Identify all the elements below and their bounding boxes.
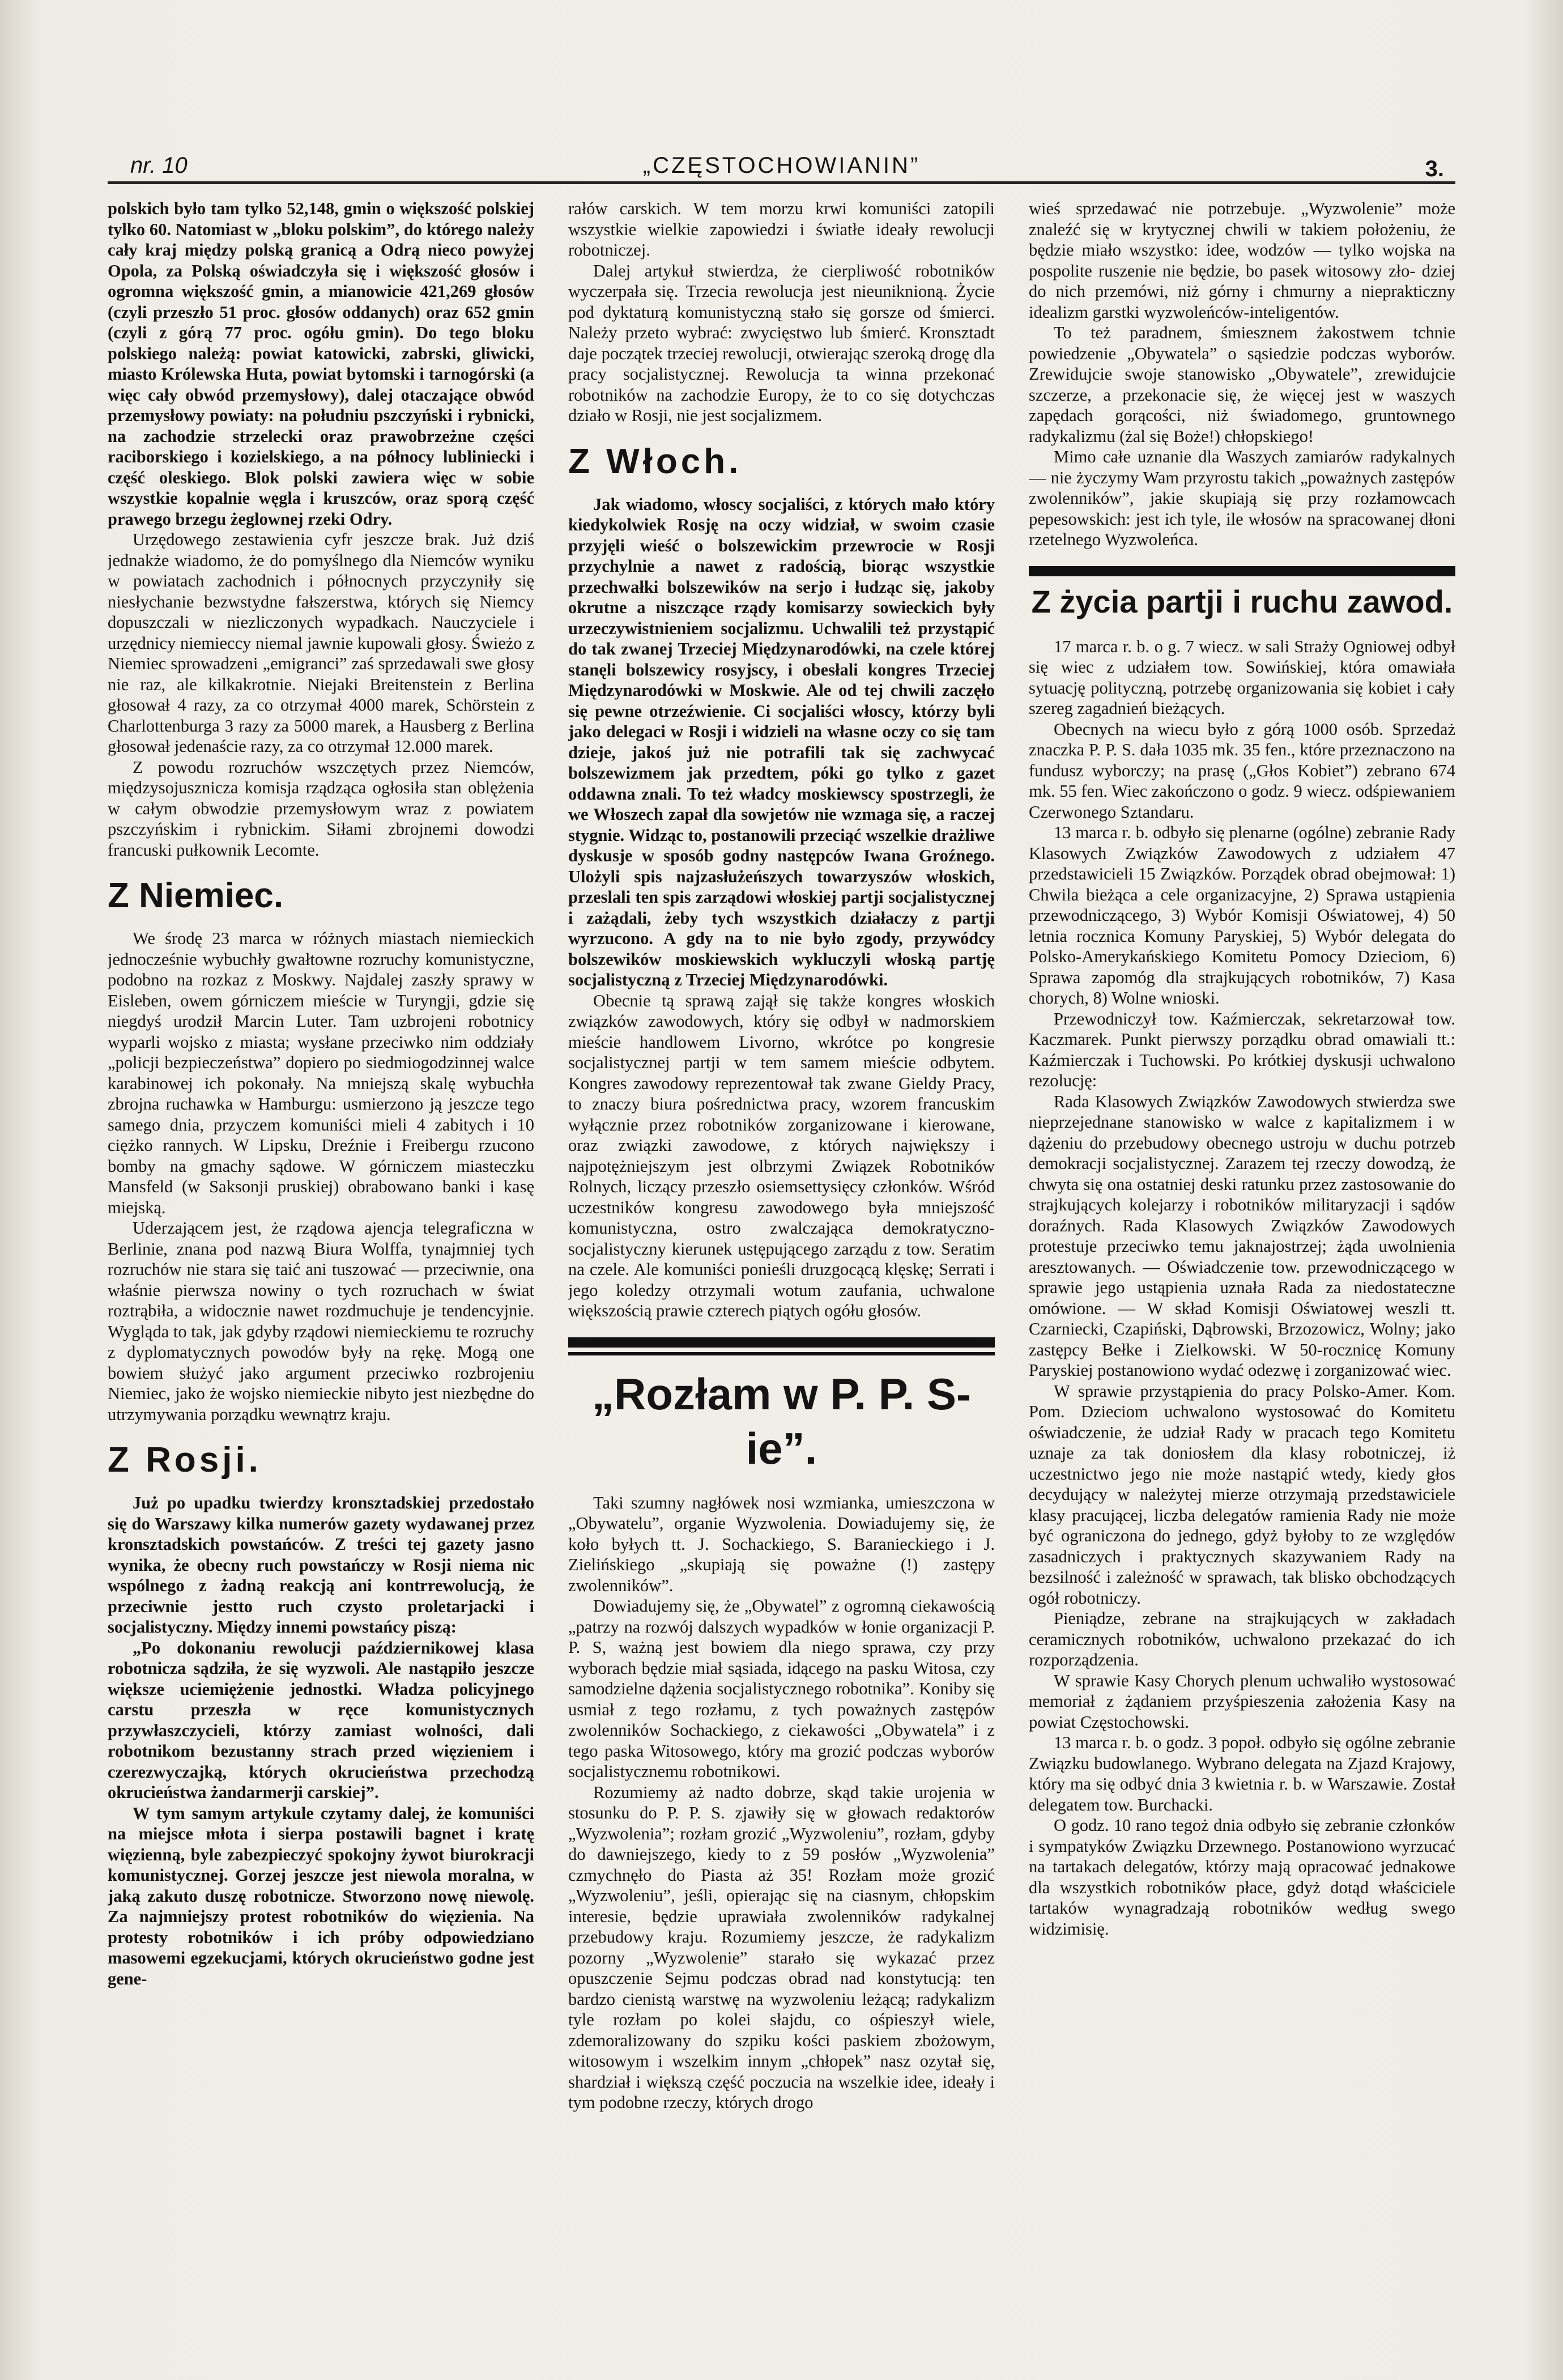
article-columns — [108, 198, 1455, 2318]
paragraph: Rada Klasowych Związków Zawodowych stwierdza swe nieprzejednane stanowisko w walce z kapitalizmem i w dążeniu do przebudowy obecnego ustroju w duchu potrzeb demokracji socjalistycznej. Zarazem tej rzeczy dowodzą, że chwyta się ona ostatniej deski ratunku przez zastosowanie do strajkujących kolejarzy i robotników militaryzacji i sądów doraźnych. Rada Klasowych Związków Zawodowych protestuje przeciwko temu jaknajostrzej; żąda uwolnienia aresztowanych. — Oświadczenie tow. przewodniczącego w sprawie jego ustąpienia uznała Rada za niedostateczne omówione. — W skład Komisji Oświatowej weszli tt. Czarniecki, Czapiński, Dąbrowski, Brzozowicz, Wolny; jako zastępcy Bełke i Zielkowski. W 50-rocznicę Komuny Paryskiej postanowiono wydać odezwę i zorganizować wiec. — [1029, 1091, 1455, 1380]
paragraph: We środę 23 marca w różnych miastach niemieckich jednocześnie wybuchły gwałtowne rozruchy komunistyczne, podobno na rozkaz z Moskwy. Najdalej zaszły sprawy w Eisleben, owem górniczem mieście w Turyngji, gdzie się niegdyś urodził Marcin Luter. Tam uzbrojeni robotnicy wyparli wojsko z miasta; wysłane przeciwko nim oddziały „policji bezpieczeństwa” dopiero po siedmiogodzinnej walce karabinowej ich pokonały. Na mniejszą skalę wybuchła zbrojna ruchawka w Hamburgu: usmierzono ją jeszcze tego samego dnia, przyczem komuniści mieli 4 zabitych i 10 ciężko rannych. W Lipsku, Dreźnie i Freibergu rzucono bomby na gmachy sądowe. W górniczem miasteczku Mansfeld (w Saksonji pruskiej) obrabowano banki i kasę miejską. — [108, 929, 534, 1217]
paragraph: Obecnie tą sprawą zajął się także kongres włoskich związków zawodowych, który się odbył w nadmorskiem mieście handlowem Livorno, wkrótce po kongresie socjalistycznej partji w tem samem mieście odbytem. Kongres zawodowy reprezentował tak zwane Gieldy Pracy, to znaczy biura pośrednictwa pracy, wzorem francuskim wyłącznie przez robotników zorganizowane i kierowane, oraz związki zawodowe, z których największy i najpotężniejszym jest olbrzymi Związek Robotników Rolnych, liczący przeszło osiemsettysięcy członków. Wśród uczestników kongresu zawodowego była mniejszość komunistyczna, ostro zwalczająca demokratyczno-socjalistyczny kierunek ustępującego zarządu z tow. Seratim na czele. Ale komuniści ponieśli druzgocącą klęskę; Serrati i jego koledzy otrzymali wotum zaufania, uchwalone większością prawie czterech piątych ogółu głosów. — [568, 991, 995, 1320]
paragraph: W sprawie przystąpienia do pracy Polsko-Amer. Kom. Pom. Dzieciom uchwalono wystosować do Komitetu oświadczenie, że udział Rady w pracach tego Komitetu uznaje za tak doniosłem dla klasy robotniczej, iż uczestnictwo jego nie może nastąpić wtedy, kiedy głos decydujący w należytej mierze otrzymają przedstawiciele klasy pracującej, liczba delegatów ramienia Rady nie może być ograniczona do jednego, gdyż byłoby to ze względów zasadniczych i praktycznych skazywaniem Rady na bezsilność i zależność w sprawach, tak blisko obchodzących ogół robotniczy. — [1029, 1381, 1455, 1608]
paragraph: rałów carskich. W tem morzu krwi komuniści zatopili wszystkie wielkie zapowiedzi i światłe ideały rewolucji robotniczej. — [568, 199, 995, 260]
paragraph: Dowiadujemy się, że „Obywatel” z ogromną ciekawością „patrzy na rozwój dalszych wypadków w łonie organizacji P. P. S, ważną jest bowiem dla niego sprawa, czy przy wyborach będzie miał sąsiada, idącego na pasku Witosa, czy samodzielne dążenia socjalistycznego robotnika”. Koniby się usmiał z tego rozłamu, z tych poważnych zastępów zwolenników Sochackiego, z ciekawości „Obywatela” i z tego paska Witosowego, który ma grozić podczas wyborów socjalistycznemu robotnikowi. — [568, 1596, 995, 1781]
paragraph: 13 marca r. b. odbyło się plenarne (ogólne) zebranie Rady Klasowych Związków Zawodowych z udziałem 47 przedstawicieli 15 Związków. Porządek obrad obejmował: 1) Chwila bieżąca a cele organizacyjne, 2) Sprawa ustąpienia przewodniczącego, 3) Wybór Komisji Oświatowej, 4) 50 letnia rocznica Komuny Paryskiej, 5) Wybór delegata do Polsko-Amerykańskiego Komitetu Pomocy Dzieciom, 6) Sprawa zapomóg dla strajkujących robotników, 7) Kasa chorych, 8) Wolne wnioski. — [1029, 823, 1455, 1008]
section-divider — [568, 1352, 995, 1355]
newspaper-title: „CZĘSTOCHOWIANIN” — [642, 153, 921, 178]
paragraph: Pieniądze, zebrane na strajkujących w zakładach ceramicznych robotników, uchwalono przekazać do ich rozporządzenia. — [1029, 1609, 1455, 1669]
section-heading-wloch: Z Włoch. — [568, 441, 742, 481]
issue-number: nr. 10 — [130, 153, 188, 178]
paragraph: polskich było tam tylko 52,148, gmin o większość polskiej tylko 60. Natomiast w „bloku polskim”, do którego należy cały kraj między polską granicą a Odrą nieco powyżej Opola, za Polską oświadczyła się i większość głosów i ogromna większość gmin, a mianowicie 421,269 głosów (czyli przeszło 51 proc. głosów oddanych) oraz 652 gmin (czyli z górą 77 proc. ogółu gmin). Do tego bloku polskiego należą: powiat katowicki, zabrski, gliwicki, miasto Królewska Huta, powiat bytomski i tarnogórski (a więc cały obwód przemysłowy), dalej otaczające obwód przemysłowy powiaty: na południu pszczyński i rybnicki, na zachodzie strzelecki oraz prawobrzeżne części raciborskiego i kozielskiego, a na północy lubliniecki i część oleskiego. Blok polski zawiera więc w sobie wszystkie kopalnie węgla i kruszców, oraz sporą część prawego brzegu żeglownej rzeki Odry. — [108, 199, 534, 529]
section-heading-niemiec: Z Niemiec. — [108, 876, 284, 915]
column-1 — [108, 198, 534, 2318]
paragraph: Taki szumny nagłówek nosi wzmianka, umieszczona w „Obywatelu”, organie Wyzwolenia. Dowiadujemy się, że koło byłych tt. J. Sochackiego, S. Baranieckiego i J. Zielińskiego „skupiają się poważne (!) zastępy zwolenników”. — [568, 1493, 995, 1595]
paragraph: Mimo całe uznanie dla Waszych zamiarów radykalnych — nie życzymy Wam przyrostu takich „poważnych zastępów zwolenników”, jakie skupiają się przy rozłamowcach pepesowskich: jest ich tyle, ile włosów na spracowanej dłoni rzetelnego Wyzwoleńca. — [1029, 447, 1455, 549]
paragraph: W sprawie Kasy Chorych plenum uchwaliło wystosować memoriał z żądaniem przyśpieszenia założenia Kasy na powiat Częstochowski. — [1029, 1671, 1455, 1732]
paragraph: Obecnych na wiecu było z górą 1000 osób. Sprzedaż znaczka P. P. S. dała 1035 mk. 35 fen., które przeznaczono na fundusz wyborczy; na prasę („Głos Kobiet”) zebrano 674 mk. 55 fen. Wiec zakończono o godz. 9 wiecz. odśpiewaniem Czerwonego Sztandaru. — [1029, 719, 1455, 822]
paragraph: To też paradnem, śmiesznem żakostwem tchnie powiedzenie „Obywatela” o sąsiedzie podczas wyborów. Zrewidujcie swoje stanowisko „Obywatele”, zrewidujcie szczerze, a przekonacie się, że więcej jest w waszych zapędach gorącości, niż świadomego, gruntownego radykalizmu (żal się Boże!) chłopskiego! — [1029, 323, 1455, 446]
section-heading-zycia: Z życia partji i ruchu zawod. — [1031, 583, 1453, 619]
column-3 — [1029, 198, 1455, 2318]
section-divider — [1029, 566, 1455, 576]
paragraph: Urzędowego zestawienia cyfr jeszcze brak. Już dziś jednakże wiadomo, że do pomyślnego dla Niemców wyniku w powiatach zachodnich i północnych przyczyniły się niesłychanie bezwstydne fałszerstwa, których się Niemcy dopuszczali w niezliczonych wypadkach. Nauczyciele i urzędnicy niemieccy niemal jawnie kupowali głosy. Świeżo z Niemiec sprowadzeni „emigranci” zaś sprzedawali swe głosy nie raz, ale kilkakrotnie. Niejaki Breitenstein z Berlina głosował 4 razy, za co otrzymał 4000 marek, Schörstein z Charlottenburga 3 razy za 5000 marek, a Hausberg z Berlina głosował jedenaście razy, za co otrzymał 12.000 marek. — [108, 530, 534, 756]
paragraph: Przewodniczył tow. Kaźmierczak, sekretarzował tow. Kaczmarek. Punkt pierwszy porządku obrad omawiali tt.: Kaźmierczak i Tuchowski. Po krótkiej dyskusji uchwalono rezolucję: — [1029, 1009, 1455, 1090]
page-header — [108, 142, 1455, 184]
section-heading-rosji: Z Rosji. — [108, 1440, 262, 1480]
paragraph: „Po dokonaniu rewolucji październikowej klasa robotnicza sądziła, że się wyzwoli. Ale nastąpiło jeszcze większe uciemiężenie jednostki. Władza policyjnego carstu przeszła w ręce komunistycznych przywłaszczycieli, którzy zamiast wolności, dali robotnikom bezustanny strach przed więzieniem i czerezwyczajką, których okrucieństwa przechodzą okrucieństwa żandarmerji carskiej”. — [108, 1638, 534, 1802]
section-divider — [568, 1337, 995, 1348]
paragraph: W tym samym artykule czytamy dalej, że komuniści na miejsce młota i sierpa postawili bagnet i kratę więzienną, byle zabezpieczyć spokojny żywot biurokracji komunistycznej. Gorzej jeszcze jest niewola moralna, w jaką zakuto duszę robotnicze. Stworzono nowę niewolę. Za najmniejszy protest robotników do więzienia. Na protesty robotników i ich próby odpowiedziano masowemi egzekucjami, których okrucieństwo godne jest gene- — [108, 1803, 534, 1988]
paragraph: O godz. 10 rano tegoż dnia odbyło się zebranie członków i sympatyków Związku Drzewnego. Postanowiono wyrzucać na tartakach delegatów, którzy mają opracować jednakowe dla wszystkich robotników płace, gdyż dotąd właściciele tartaków wynagradzają robotników według swego widzimisię. — [1029, 1816, 1455, 1939]
paragraph: Jak wiadomo, włoscy socjaliści, z których mało który kiedykolwiek Rosję na oczy widział, w swoim czasie przyjęli wieść o bolszewickim przewrocie w Rosji przychylnie a nawet z radością, biorąc wszystkie przechwałki bolszewików na serjo i łudząc się, jakoby okrutne a niszczące rządy komisarzy sowieckich były urzeczywistnieniem socjalizmu. Uchwalili też przystąpić do tak zwanej Trzeciej Międzynarodówki, na czele której stanęli bolszewicy rosyjscy, i obesłali kongres Trzeciej Międzynarodówki w Moskwie. Ale od tej chwili zaczęło się pewne otrzeźwienie. Ci socjaliści włoscy, którzy byli jako delegaci w Rosji i widzieli na własne oczy co się tam dzieje, jakoś już nie potrafili tak się zachwycać bolszewizmem jak przedtem, póki go tylko z gazet oddawna znali. To też władcy moskiewscy spostrzegli, że we Włoszech zapał dla sowjetów nie wzmaga się, a raczej stygnie. Widząc to, postanowili przeciąć wszelkie drażliwe dyskusje w sposób godny następców Iwana Groźnego. Ulożyli spis najzasłużeńszych towarzyszów włoskich, przeslali ten spis zarządowi włoskiej partji socjalistycznej i zażądali, żeby tych wszystkich działaczy z partji wyrzucono. A gdy na to nie było zgody, przywódcy bolszewików moskiewskich wykluczyli włoską partję socjalistyczną z Trzeciej Międzynarodówki. — [568, 494, 995, 989]
paragraph: Z powodu rozruchów wszczętych przez Niemców, międzysojusznicza komisja rządząca ogłosiła stan oblężenia w całym obwodzie przemysłowym wraz z powiatem pszczyńskim i rybnickim. Siłami zbrojnemi dowodzi francuski pułkownik Lecomte. — [108, 757, 534, 860]
paragraph: 13 marca r. b. o godz. 3 popoł. odbyło się ogólne zebranie Związku budowlanego. Wybrano delegata na Zjazd Krajowy, który ma się odbyć dnia 3 kwietnia r. b. w Warszawie. Został delegatem tow. Burchacki. — [1029, 1733, 1455, 1814]
paragraph: 17 marca r. b. o g. 7 wiecz. w sali Straży Ogniowej odbył się wiec z udziałem tow. Sowińskiej, która omawiała sytuację polityczną, potrzebę organizowania się kobiet i cały szereg zagadnień bieżących. — [1029, 636, 1455, 718]
paragraph: Już po upadku twierdzy kronsztadskiej przedostało się do Warszawy kilka numerów gazety wydawanej przez kronsztadskich powstańców. Z treści tej gazety jasno wynika, że obecny ruch powstańczy w Rosji niema nic wspólnego z żadną reakcją ani kontrrewolucją, że przeciwnie jestto ruch czysto proletarjacki i socjalistyczny. Między innemi powstańcy piszą: — [108, 1493, 534, 1637]
paragraph: wieś sprzedawać nie potrzebuje. „Wyzwolenie” może znaleźć się w krytycznej chwili w takiem położeniu, że będzie miało wszystko: idee, wodzów — tylko wojska na pospolite ruszenie nie będzie, bo pasek witosowy zło- dziej do nich przemówi, niż górny i chmurny a nieprakticzny idealizm garstki wyzwoleńców-inteligentów. — [1029, 199, 1455, 322]
paragraph: Uderzającem jest, że rządowa ajencja telegraficzna w Berlinie, znana pod nazwą Biura Wolffa, tynajmniej tych rozruchów nie stara się taić ani tuszować — przeciwnie, ona właśnie pierwsza nowiny o tych rozruchach w świat roztrąbiła, a widocznie nawet rozdmuchuje je tendencyjnie. Wygląda to tak, jak gdyby rządowi niemieckiemu te rozruchy z dyplomatycznych powodów były na rękę. Mogą one bowiem służyć jako argument przeciwko rozbrojeniu Niemiec, jako że wojsko niemieckie nibyto jest niezbędne do utrzymywania porządku wewnątrz kraju. — [108, 1218, 534, 1424]
paragraph: Rozumiemy aż nadto dobrze, skąd takie urojenia w stosunku do P. P. S. zjawiły się w głowach redaktorów „Wyzwolenia”; rozłam grozić „Wyzwoleniu”, rozłam, gdyby do dawniejszego, kiedy to z 59 posłów „Wyzwolenia” czmychnęło do Piasta aż 35! Rozłam może grozić „Wyzwoleniu”, jeśli, opierając się na ciasnym, chłopskim interesie, będzie uprawiała zwolenników radykalnej przebudowy kraju. Rozumiemy jeszcze, że radykalizm pozorny „Wyzwolenie” starało się wykazać przez opuszczenie Sejmu podczas obrad nad konstytucją: ten bardzo cienistą warstwę na wyzwoleniu leżącą; radykalizm tyle rozłam po kolei słajdu, co ośpieszył wiele, zdemoralizowany do szpiku kości paskiem zbożowym, witosowym i wszelkim innym „chłopek” nasz ozytał się, shardział i większą część poczucia na wszelkie idee, ideały i tym podobne rzeczy, których drogo — [568, 1782, 995, 2112]
paragraph: Dalej artykuł stwierdza, że cierpliwość robotników wyczerpała się. Trzecia rewolucja jest nieuniknioną. Życie pod dyktaturą komunistyczną stało się gorsze od śmierci. Należy przeto wybrać: zwycięstwo lub śmierć. Kronsztadt daje początek trzeciej rewolucji, otwierając szeroką drogę dla pracy socjalistycznej. Rewolucja ta winna przekonać robotników na zachodzie Europy, że to co się dotychczas działo w Rosji, nie jest socjalizmem. — [568, 261, 995, 425]
column-2 — [568, 198, 995, 2318]
page-number: 3. — [1425, 156, 1444, 181]
section-heading-rozlam: „Rozłam w P. P. S-ie”. — [591, 1368, 972, 1473]
